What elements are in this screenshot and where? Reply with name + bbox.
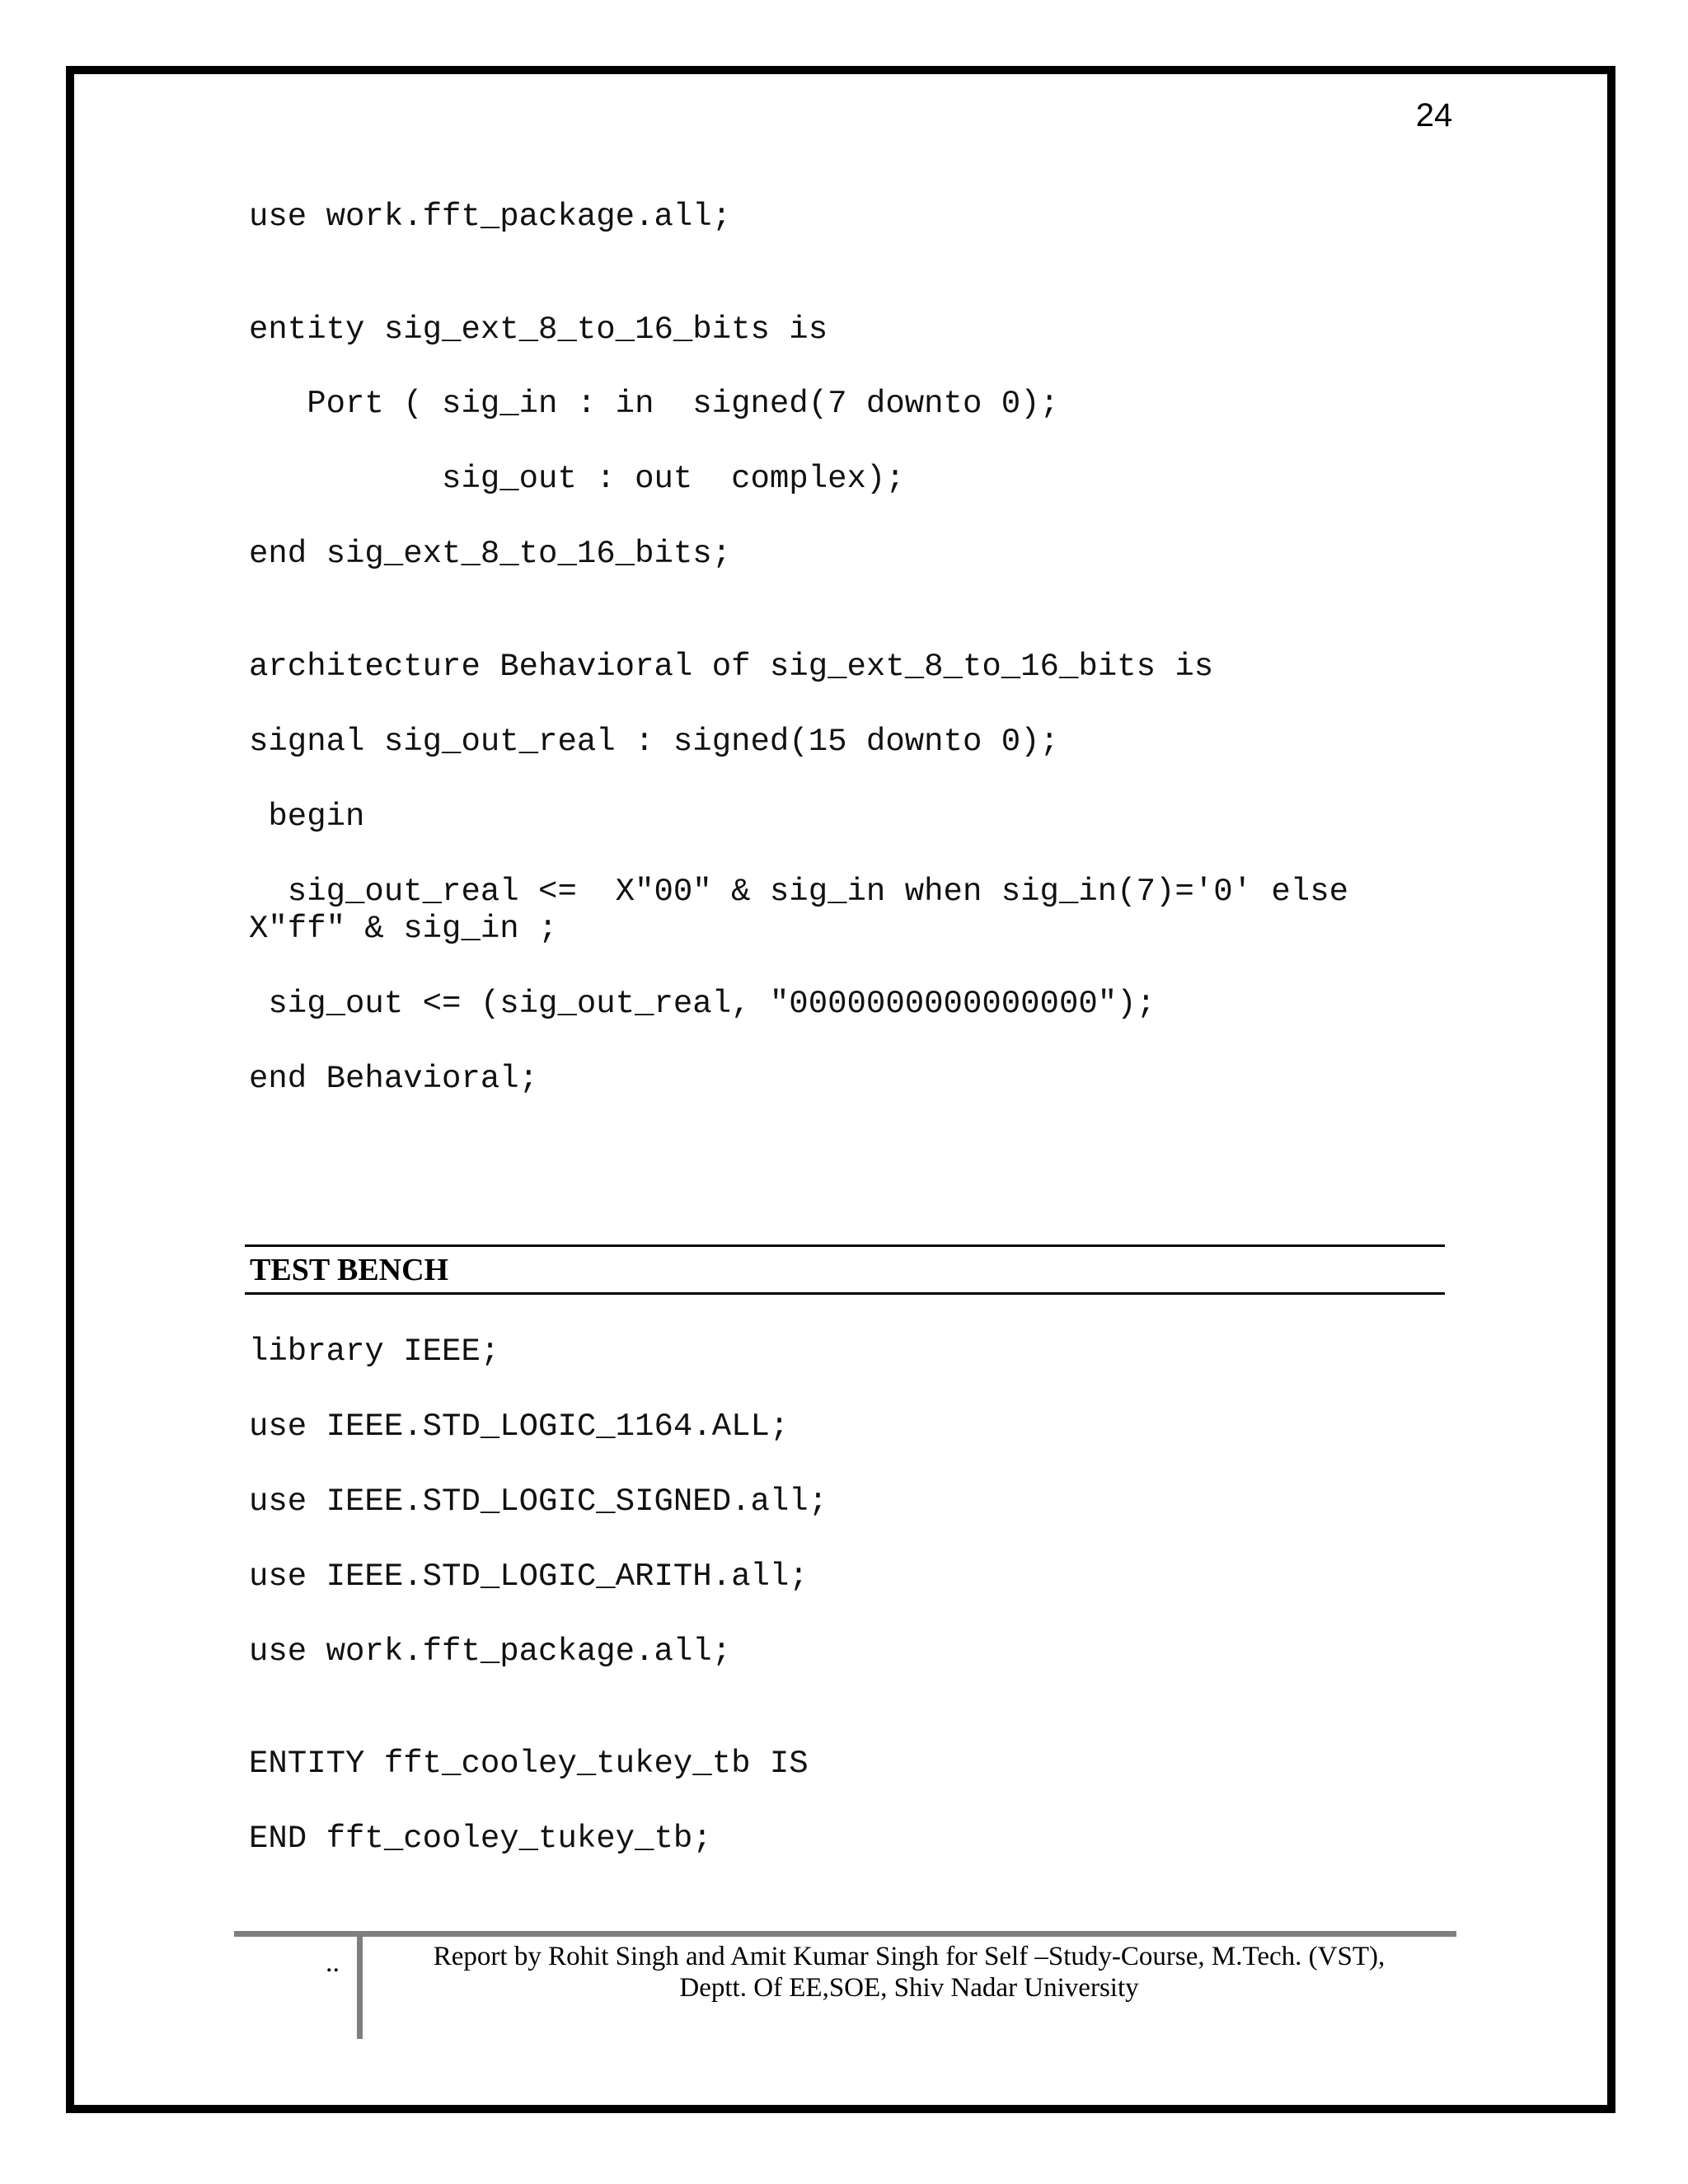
code-line: use IEEE.STD_LOGIC_SIGNED.all; <box>249 1483 828 1520</box>
code-line: ENTITY fft_cooley_tukey_tb IS <box>249 1746 809 1782</box>
code-line: END fft_cooley_tukey_tb; <box>249 1821 712 1857</box>
section-heading: TEST BENCH <box>250 1253 449 1287</box>
section-rule-top <box>245 1244 1445 1247</box>
code-line: begin <box>249 799 365 835</box>
footer-line-2: Deptt. Of EE,SOE, Shiv Nadar University <box>679 1973 1139 2003</box>
code-line: library IEEE; <box>249 1333 500 1370</box>
code-line: use work.fft_package.all; <box>249 199 732 235</box>
footer-rule <box>234 1931 1456 1937</box>
code-line: end Behavioral; <box>249 1061 539 1097</box>
code-line: sig_out_real <= X"00" & sig_in when sig_in(7)='0' else <box>249 874 1349 910</box>
code-line: sig_out : out complex); <box>249 461 905 497</box>
footer-marker: .. <box>326 1947 340 1978</box>
code-line: entity sig_ext_8_to_16_bits is <box>249 312 828 348</box>
code-line: end sig_ext_8_to_16_bits; <box>249 536 732 572</box>
footer-divider <box>357 1933 363 2039</box>
code-line: use IEEE.STD_LOGIC_ARITH.all; <box>249 1558 809 1595</box>
code-line: X"ff" & sig_in ; <box>249 911 558 947</box>
footer-line-1: Report by Rohit Singh and Amit Kumar Singh for Self –Study-Course, M.Tech. (VST), <box>433 1942 1386 1971</box>
code-line: signal sig_out_real : signed(15 downto 0); <box>249 724 1059 760</box>
page-number: 24 <box>1415 97 1453 134</box>
code-line: Port ( sig_in : in signed(7 downto 0); <box>249 386 1059 422</box>
code-line: use IEEE.STD_LOGIC_1164.ALL; <box>249 1408 790 1445</box>
code-line: use work.fft_package.all; <box>249 1633 732 1670</box>
code-line: architecture Behavioral of sig_ext_8_to_16_bits is <box>249 649 1214 685</box>
section-rule-bottom <box>245 1292 1445 1295</box>
code-line: sig_out <= (sig_out_real, "0000000000000000"); <box>249 986 1156 1022</box>
